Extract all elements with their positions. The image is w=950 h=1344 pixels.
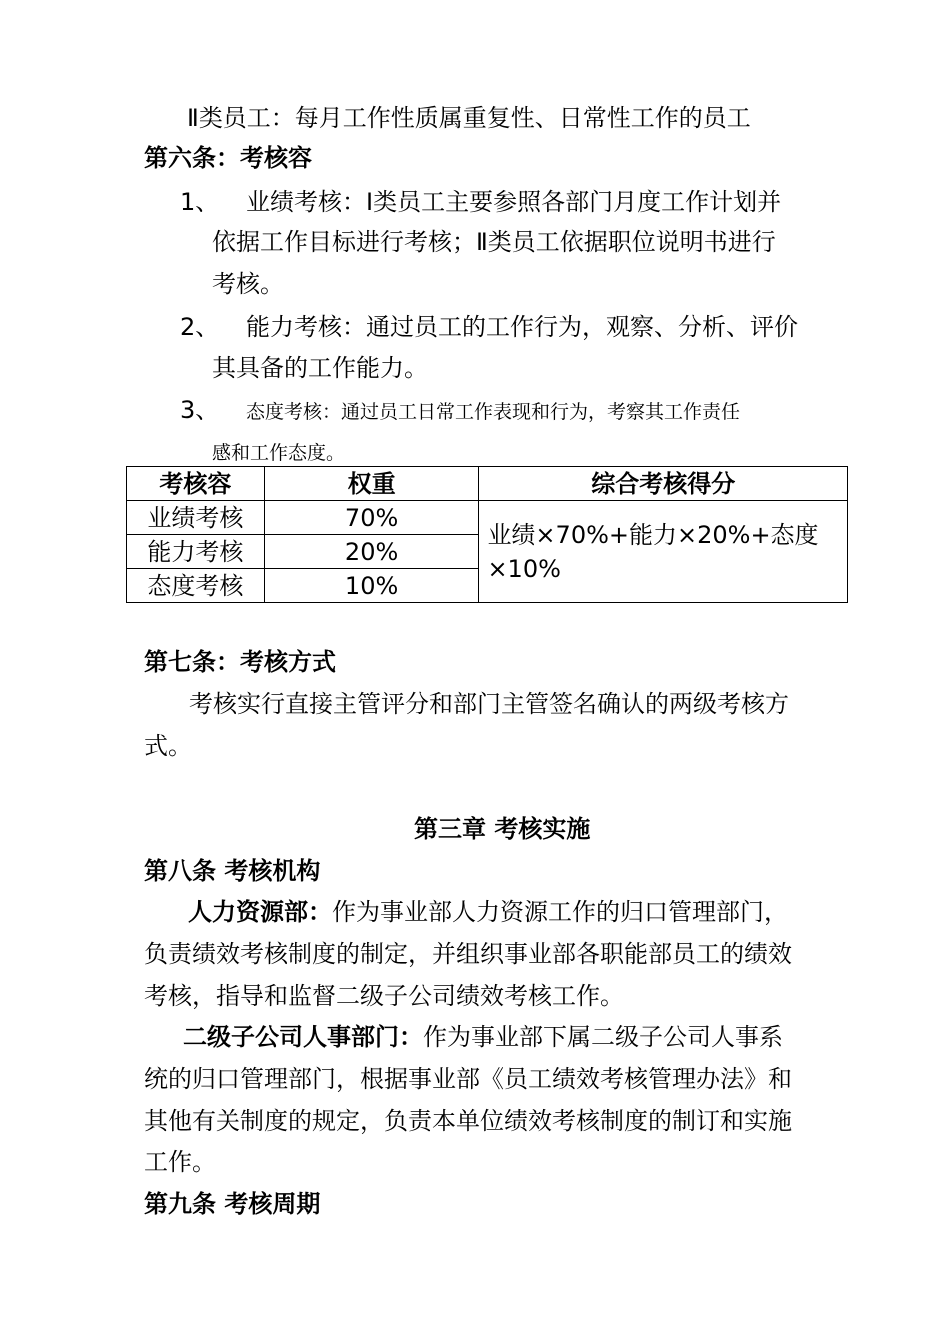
article9-title: 第九条 考核周期 [144, 1190, 321, 1218]
hr-label: 人力资源部： [188, 898, 332, 926]
list-item-text: 态度考核：通过员工日常工作表现和行为，考察其工作责任 [246, 401, 741, 423]
table-cell: 能力考核 [127, 535, 265, 569]
table-header: 考核容 [127, 467, 265, 501]
article8-title: 第八条 考核机构 [144, 857, 321, 885]
chapter-heading: 第三章 考核实施 [414, 815, 591, 843]
subsidiary-paragraph-cont: 其他有关制度的规定，负责本单位绩效考核制度的制订和实施 [144, 1107, 792, 1135]
subsidiary-paragraph-cont: 统的归口管理部门，根据事业部《员工绩效考核管理办法》和 [144, 1065, 792, 1093]
list-number: 3、 [180, 396, 220, 424]
hr-paragraph-cont: 负责绩效考核制度的制定，并组织事业部各职能部员工的绩效 [144, 940, 792, 968]
subsidiary-text: 作为事业部下属二级子公司人事系 [423, 1023, 783, 1051]
table-cell: 10% [264, 569, 479, 603]
list-item-3-cont: 感和工作态度。 [212, 442, 346, 464]
hr-paragraph [188, 896, 788, 928]
list-item-1-cont: 依据工作目标进行考核；Ⅱ类员工依据职位说明书进行 [212, 228, 776, 256]
list-item-text: 业绩考核：Ⅰ类员工主要参照各部门月度工作计划并 [246, 188, 782, 216]
table-cell: 70% [264, 501, 479, 535]
class2-description: Ⅱ类员工：每月工作性质属重复性、日常性工作的员工 [187, 104, 751, 132]
subsidiary-label: 二级子公司人事部门： [183, 1023, 423, 1051]
subsidiary-paragraph [183, 1021, 783, 1053]
list-item-1 [180, 186, 781, 218]
table-cell: 20% [264, 535, 479, 569]
article7-text-cont: 式。 [144, 732, 192, 760]
list-item-3 [180, 394, 740, 428]
assessment-weight-table [126, 466, 848, 603]
list-item-2-cont: 其具备的工作能力。 [212, 354, 428, 382]
article6-title: 第六条：考核容 [144, 144, 312, 172]
table-header: 综合考核得分 [479, 467, 848, 501]
list-item-text: 能力考核：通过员工的工作行为，观察、分析、评价 [246, 313, 798, 341]
table-header-row [127, 467, 848, 501]
table-row [127, 501, 848, 535]
subsidiary-paragraph-cont: 工作。 [144, 1148, 216, 1176]
hr-paragraph-cont: 考核，指导和监督二级子公司绩效考核工作。 [144, 982, 624, 1010]
table-cell: 业绩考核 [127, 501, 265, 535]
list-number: 1、 [180, 188, 220, 216]
table-header: 权重 [264, 467, 479, 501]
list-number: 2、 [180, 313, 220, 341]
hr-text: 作为事业部人力资源工作的归口管理部门， [332, 898, 788, 926]
score-formula: 业绩×70%+能力×20%+态度×10% [479, 501, 848, 603]
table-cell: 态度考核 [127, 569, 265, 603]
article7-text: 考核实行直接主管评分和部门主管签名确认的两级考核方 [189, 690, 789, 718]
article7-title: 第七条：考核方式 [144, 648, 336, 676]
list-item-1-cont: 考核。 [212, 270, 284, 298]
list-item-2 [180, 311, 798, 343]
